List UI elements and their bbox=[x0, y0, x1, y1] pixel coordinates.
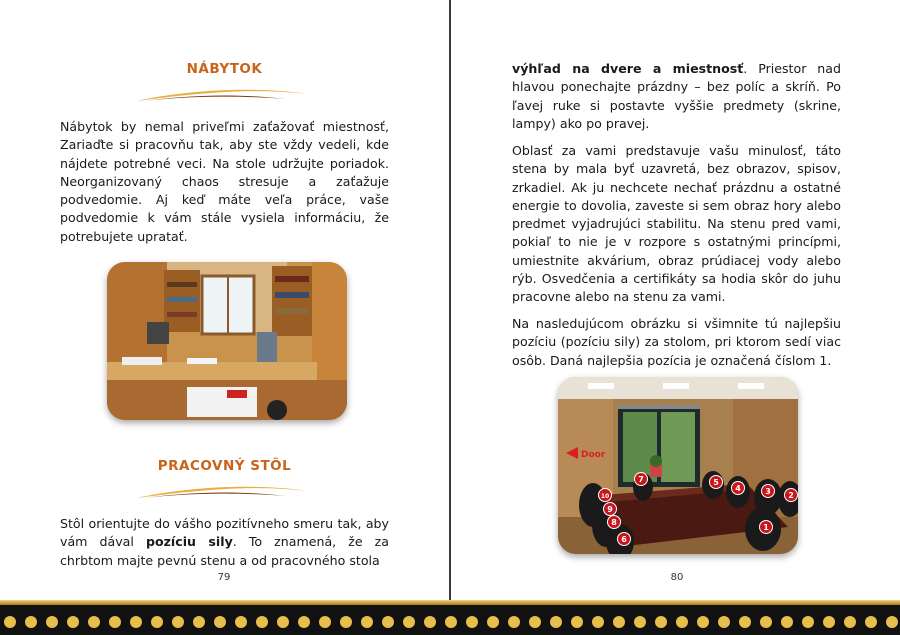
seat-badge-4 bbox=[732, 482, 745, 495]
border-dot bbox=[508, 616, 520, 628]
border-dot bbox=[277, 616, 289, 628]
seat-number: 7 bbox=[638, 475, 644, 484]
border-dot bbox=[676, 616, 688, 628]
border-dot bbox=[67, 616, 79, 628]
border-dot bbox=[361, 616, 373, 628]
office-photo bbox=[107, 262, 347, 420]
border-dot bbox=[235, 616, 247, 628]
seat-number: 6 bbox=[621, 535, 627, 544]
border-dot bbox=[487, 616, 499, 628]
seat-number: 1 bbox=[763, 523, 769, 532]
seat-badge-3 bbox=[762, 485, 775, 498]
bold-term: výhľad na dvere a miestnosť bbox=[512, 61, 744, 76]
seat-number: 2 bbox=[788, 491, 794, 500]
strip-gold-edge bbox=[0, 600, 900, 605]
heading-pracovny-stol: PRACOVNÝ STÔL bbox=[157, 458, 292, 474]
dot-border bbox=[0, 612, 900, 632]
border-dot bbox=[781, 616, 793, 628]
border-dot bbox=[382, 616, 394, 628]
text-segment: . To znamená, že za chrbtom majte pevnú stenu a od pracovného stola bbox=[60, 534, 389, 568]
heading-nabytok: NÁBYTOK bbox=[186, 61, 263, 77]
page-number: 80 bbox=[670, 572, 684, 583]
border-dot bbox=[193, 616, 205, 628]
page-number: 79 bbox=[217, 572, 231, 583]
seat-number: 8 bbox=[611, 518, 617, 527]
border-dot bbox=[718, 616, 730, 628]
bold-term: pozíciu sily bbox=[145, 534, 233, 550]
right-page bbox=[451, 0, 900, 600]
border-dot bbox=[214, 616, 226, 628]
border-dot bbox=[403, 616, 415, 628]
border-dot bbox=[151, 616, 163, 628]
border-dot bbox=[739, 616, 751, 628]
border-dot bbox=[613, 616, 625, 628]
seat-badge-2 bbox=[785, 489, 798, 502]
border-dot bbox=[655, 616, 667, 628]
seat-badge-7 bbox=[635, 473, 648, 486]
door-label: Door bbox=[581, 450, 606, 460]
left-page bbox=[0, 0, 449, 600]
seat-number: 3 bbox=[765, 487, 771, 496]
border-dot bbox=[445, 616, 457, 628]
border-dot bbox=[592, 616, 604, 628]
border-dot bbox=[4, 616, 16, 628]
paragraph-wall: Oblasť za vami predstavuje vašu minulosť, táto stena by mala byť uzavretá, bez obrazov, spisov, zrkadiel. Ak ju nechcete nechať prázdnu a ostatné energie to dovolia, zaveste si sem obraz hory alebo predmet vyjadrujúci stabilitu. Na stenu pred vami, pokiaľ to nie je v rozpore s ostatnými princípmi, umiestnite akvárium, obraz prúdiacej vody alebo rýb. Osvedčenia a certifikáty sa hodia skôr do juhu pracovne alebo na stenu za vami. bbox=[512, 143, 841, 305]
border-dot bbox=[298, 616, 310, 628]
border-dot bbox=[844, 616, 856, 628]
bottom-border-strip bbox=[0, 600, 900, 635]
conference-room-photo bbox=[558, 377, 798, 554]
border-dot bbox=[550, 616, 562, 628]
border-dot bbox=[256, 616, 268, 628]
border-dot bbox=[823, 616, 835, 628]
border-dot bbox=[886, 616, 898, 628]
border-dot bbox=[319, 616, 331, 628]
border-dot bbox=[340, 616, 352, 628]
border-dot bbox=[760, 616, 772, 628]
border-dot bbox=[802, 616, 814, 628]
text-segment: . Priestor nad hlavou ponechajte prázdny – bez políc a skríň. Po ľavej ruke si postavte vyššie predmety (skrine, lampy) ako po pravej. bbox=[512, 61, 841, 131]
border-dot bbox=[571, 616, 583, 628]
ornament-swoosh bbox=[135, 481, 310, 503]
seat-badge-5 bbox=[710, 476, 723, 489]
border-dot bbox=[865, 616, 877, 628]
paragraph-desk bbox=[60, 515, 389, 570]
border-dot bbox=[529, 616, 541, 628]
border-dot bbox=[25, 616, 37, 628]
seat-number: 4 bbox=[735, 484, 741, 493]
seat-number: 9 bbox=[607, 505, 613, 514]
paragraph-furniture: Nábytok by nemal priveľmi zaťažovať miestnosť, Zariaďte si pracovňu tak, aby ste vždy vedeli, kde nájdete potrebné veci. Na stole udržujte poriadok. Neorganizovaný chaos stresuje a zaťažuje podvedomie. Aj keď máte veľa práce, vaše podvedomie k vám stále vysiela informáciu, že potrebujete upratať. bbox=[60, 119, 389, 244]
seat-badge-6 bbox=[618, 533, 631, 546]
border-dot bbox=[634, 616, 646, 628]
seat-number: 5 bbox=[713, 478, 719, 487]
border-dot bbox=[130, 616, 142, 628]
border-dot bbox=[88, 616, 100, 628]
seat-badge-9 bbox=[604, 503, 617, 516]
paragraph-view bbox=[512, 60, 841, 133]
seat-badge-1 bbox=[760, 521, 773, 534]
border-dot bbox=[109, 616, 121, 628]
border-dot bbox=[46, 616, 58, 628]
border-dot bbox=[172, 616, 184, 628]
ornament-swoosh bbox=[135, 84, 310, 106]
border-dot bbox=[697, 616, 709, 628]
paragraph-position: Na nasledujúcom obrázku si všimnite tú najlepšiu pozíciu (pozíciu sily) za stolom, pri ktorom sedí viac osôb. Daná najlepšia pozícia je označená číslom 1. bbox=[512, 316, 841, 368]
seat-badge-10 bbox=[599, 489, 612, 502]
border-dot bbox=[424, 616, 436, 628]
text-segment: Stôl orientujte do vášho pozitívneho smeru tak, aby vám dával bbox=[60, 516, 389, 550]
seat-number: 10 bbox=[600, 493, 610, 500]
border-dot bbox=[466, 616, 478, 628]
seat-badge-8 bbox=[608, 516, 621, 529]
